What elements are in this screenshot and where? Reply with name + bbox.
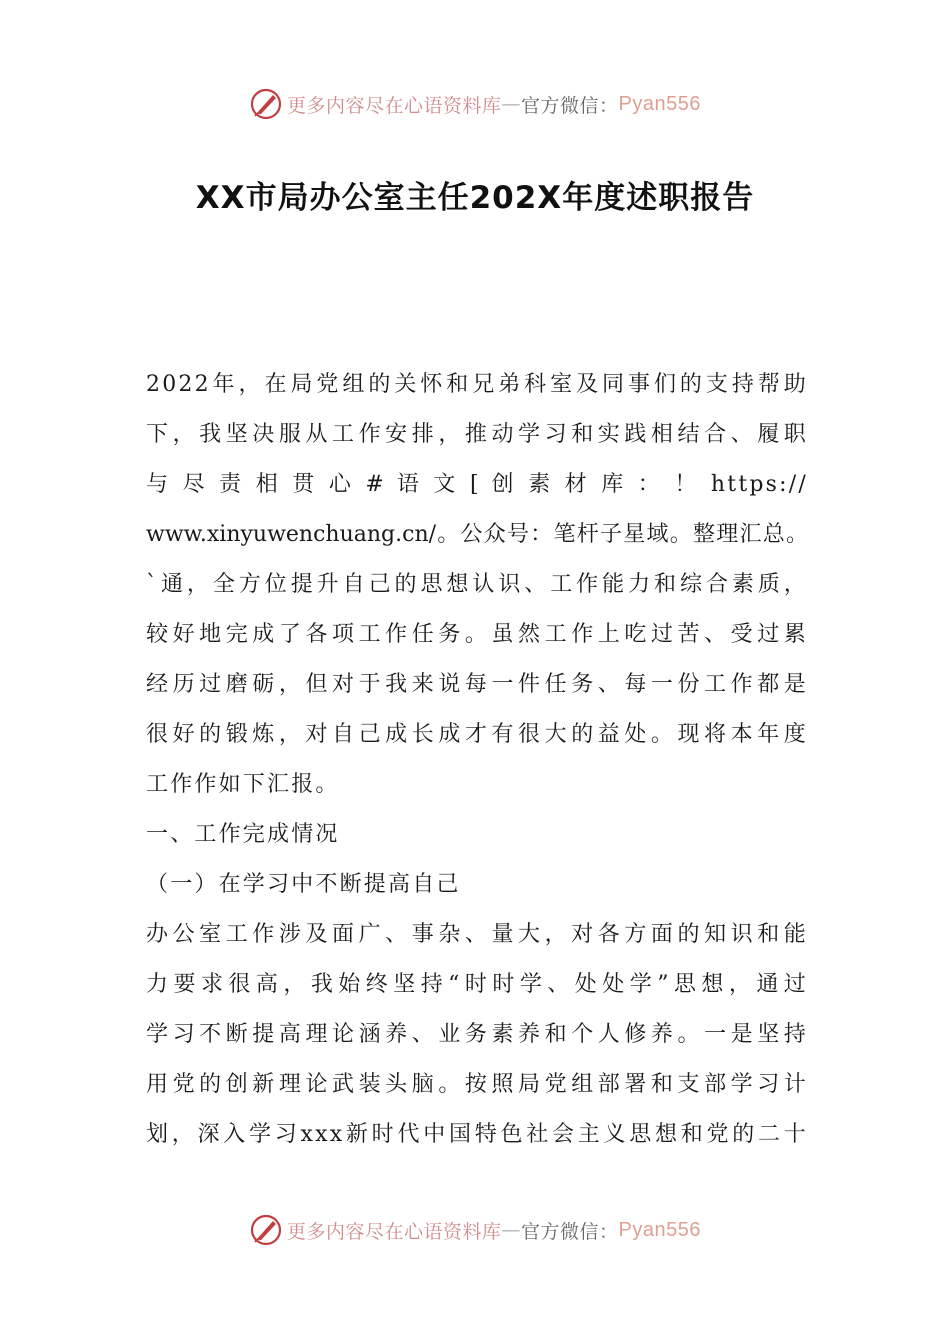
body-line: 学习不断提高理论涵养、业务素养和个人修养。一是坚持 xyxy=(146,1022,808,1047)
watermark-wechat-id: Pyan556 xyxy=(618,92,701,115)
body-line: 下，我坚决服从工作安排，推动学习和实践相结合、履职 xyxy=(146,422,808,447)
quill-logo-icon xyxy=(249,87,283,121)
body-line: 用党的创新理论武装头脑。按照局党组部署和支部学习计 xyxy=(146,1072,808,1097)
watermark-site-text: 更多内容尽在心语资料库 xyxy=(287,1220,502,1243)
watermark-label: 官方微信： xyxy=(521,94,619,117)
body-line: 办公室工作涉及面广、事杂、量大，对各方面的知识和能 xyxy=(146,922,808,947)
body-line: 工作作如下汇报。 xyxy=(146,772,340,797)
watermark-site-text: 更多内容尽在心语资料库 xyxy=(287,94,502,117)
watermark-separator: — xyxy=(501,93,522,115)
watermark-label: 官方微信： xyxy=(521,1220,619,1243)
body-line: 较好地完成了各项工作任务。虽然工作上吃过苦、受过累 xyxy=(146,622,808,647)
header-watermark xyxy=(0,84,950,124)
footer-watermark xyxy=(0,1210,950,1250)
section-heading: 一、工作完成情况 xyxy=(146,822,340,847)
body-line: 划，深入学习xxx新时代中国特色社会主义思想和党的二十 xyxy=(146,1122,808,1147)
subsection-heading: （一）在学习中不断提高自己 xyxy=(146,872,461,897)
body-line: 很好的锻炼，对自己成长成才有很大的益处。现将本年度 xyxy=(146,722,808,747)
body-line: 与 尽 责 相 贯 心 # 语 文 [ 创 素 材 库 ： ！ https:// xyxy=(146,472,808,497)
quill-logo-icon xyxy=(249,1213,283,1247)
body-line: 经历过磨砺，但对于我来说每一件任务、每一份工作都是 xyxy=(146,672,808,697)
document-body xyxy=(146,360,808,1160)
document-title: XX市局办公室主任202X年度述职报告 xyxy=(195,180,755,216)
body-line: www.xinyuwenchuang.cn/。公众号：笔杆子星域。整理汇总。 xyxy=(146,522,808,547)
body-line: 2022年，在局党组的关怀和兄弟科室及同事们的支持帮助 xyxy=(146,372,808,397)
body-line: 力要求很高，我始终坚持“时时学、处处学”思想，通过 xyxy=(146,972,808,997)
watermark-separator: — xyxy=(501,1219,522,1241)
body-line: `通，全方位提升自己的思想认识、工作能力和综合素质， xyxy=(146,572,808,597)
watermark-wechat-id: Pyan556 xyxy=(618,1218,701,1241)
